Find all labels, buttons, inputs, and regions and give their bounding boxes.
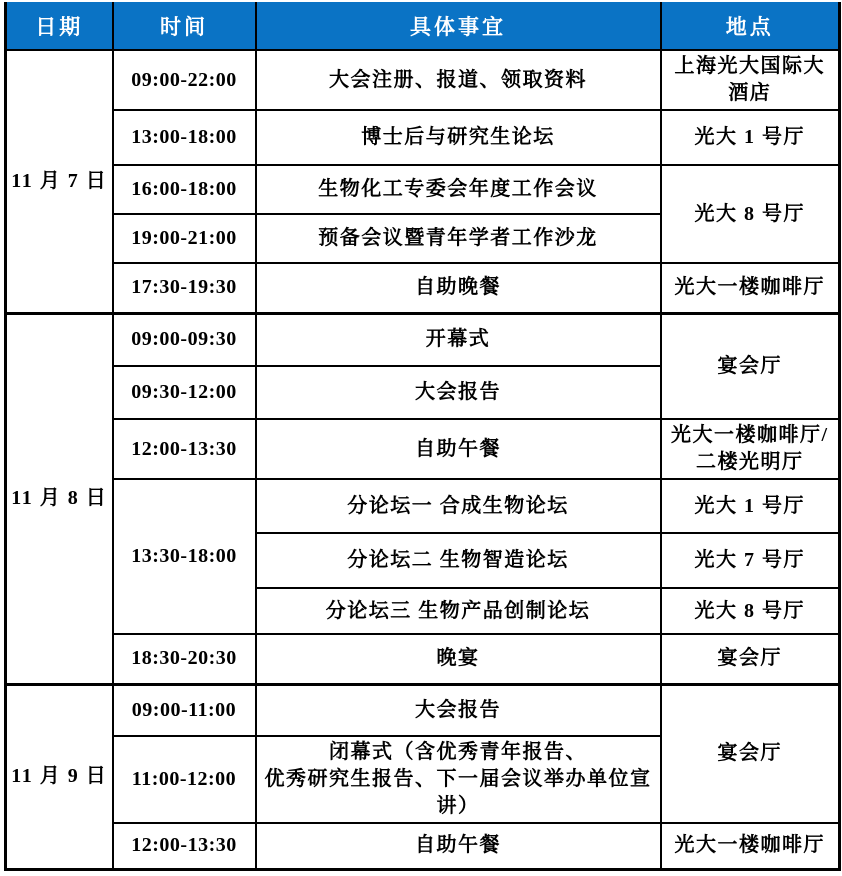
cell-location: 宴会厅 — [661, 684, 840, 823]
cell-location: 光大 1 号厅 — [661, 110, 840, 165]
cell-time: 11:00-12:00 — [113, 736, 256, 823]
cell-time: 16:00-18:00 — [113, 165, 256, 214]
cell-location: 光大 8 号厅 — [661, 588, 840, 634]
header-row — [6, 2, 840, 50]
header-time: 时间 — [113, 2, 256, 50]
cell-time: 17:30-19:30 — [113, 263, 256, 313]
table-row — [6, 684, 840, 736]
table-row — [6, 110, 840, 165]
cell-event: 晚宴 — [256, 634, 661, 684]
cell-time: 12:00-13:30 — [113, 823, 256, 869]
cell-location: 上海光大国际大酒店 — [661, 50, 840, 110]
cell-time: 18:30-20:30 — [113, 634, 256, 684]
cell-location: 光大 8 号厅 — [661, 165, 840, 263]
cell-event: 分论坛一 合成生物论坛 — [256, 479, 661, 533]
cell-time: 12:00-13:30 — [113, 419, 256, 479]
cell-event: 自助晚餐 — [256, 263, 661, 313]
cell-time: 09:00-22:00 — [113, 50, 256, 110]
cell-time: 19:00-21:00 — [113, 214, 256, 263]
table-row — [6, 50, 840, 110]
cell-time: 09:00-09:30 — [113, 313, 256, 366]
table-row — [6, 634, 840, 684]
cell-date-nov7: 11 月 7 日 — [6, 50, 113, 313]
cell-event: 大会报告 — [256, 684, 661, 736]
cell-event: 大会注册、报道、领取资料 — [256, 50, 661, 110]
table-row — [6, 419, 840, 479]
cell-event: 自助午餐 — [256, 823, 661, 869]
cell-location: 宴会厅 — [661, 634, 840, 684]
cell-time: 09:30-12:00 — [113, 366, 256, 419]
cell-event: 闭幕式（含优秀青年报告、 优秀研究生报告、下一届会议举办单位宣讲） — [256, 736, 661, 823]
table-row — [6, 823, 840, 869]
table-row — [6, 313, 840, 366]
cell-time: 13:30-18:00 — [113, 479, 256, 634]
cell-date-nov8: 11 月 8 日 — [6, 313, 113, 684]
cell-event: 开幕式 — [256, 313, 661, 366]
cell-time: 13:00-18:00 — [113, 110, 256, 165]
cell-location: 光大一楼咖啡厅 — [661, 823, 840, 869]
cell-event: 大会报告 — [256, 366, 661, 419]
cell-date-nov9: 11 月 9 日 — [6, 684, 113, 869]
cell-event: 分论坛三 生物产品创制论坛 — [256, 588, 661, 634]
header-event: 具体事宜 — [256, 2, 661, 50]
cell-location: 光大一楼咖啡厅 — [661, 263, 840, 313]
cell-event: 博士后与研究生论坛 — [256, 110, 661, 165]
cell-location: 光大 7 号厅 — [661, 533, 840, 588]
cell-location: 宴会厅 — [661, 313, 840, 419]
cell-location: 光大 1 号厅 — [661, 479, 840, 533]
cell-event: 分论坛二 生物智造论坛 — [256, 533, 661, 588]
cell-event: 生物化工专委会年度工作会议 — [256, 165, 661, 214]
header-location: 地点 — [661, 2, 840, 50]
conference-schedule-table — [4, 2, 841, 871]
cell-time: 09:00-11:00 — [113, 684, 256, 736]
cell-event: 自助午餐 — [256, 419, 661, 479]
table-row — [6, 165, 840, 214]
cell-location: 光大一楼咖啡厅/ 二楼光明厅 — [661, 419, 840, 479]
table-row — [6, 479, 840, 533]
header-date: 日期 — [6, 2, 113, 50]
cell-event: 预备会议暨青年学者工作沙龙 — [256, 214, 661, 263]
table-row — [6, 263, 840, 313]
